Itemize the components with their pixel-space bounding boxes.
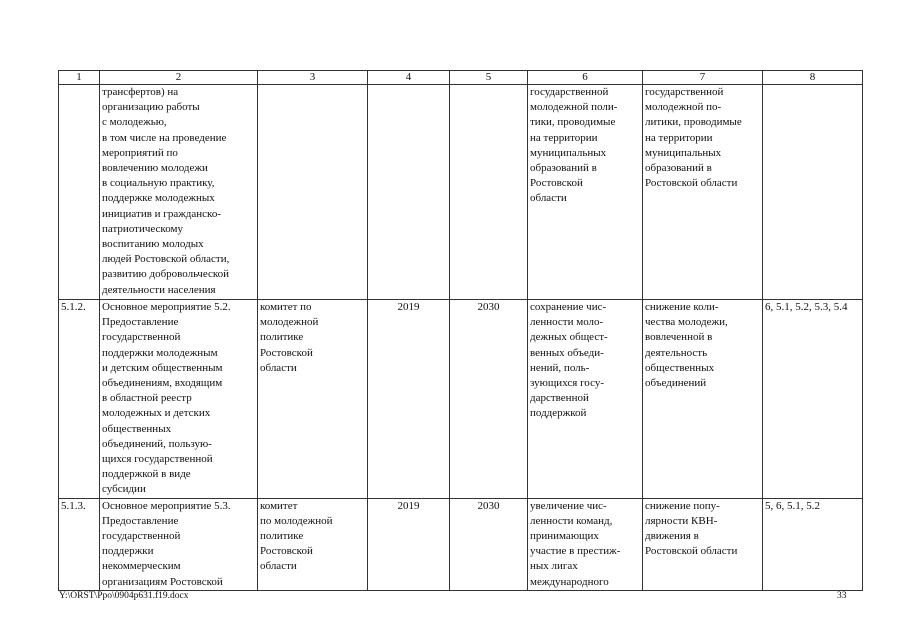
start-year: 2019 [368, 300, 450, 499]
indicator-link: 5, 6, 5.1, 5.2 [763, 498, 863, 590]
table-row [59, 300, 863, 499]
table-row [59, 498, 863, 590]
row-number [59, 85, 100, 300]
end-year [450, 85, 528, 300]
executor: комитет по молодежной политике Ростовской области [258, 498, 368, 590]
row-number: 5.1.3. [59, 498, 100, 590]
non-implementation-consequence: снижение попу- лярности КВН- движения в Ростовской области [643, 498, 763, 590]
header-cell: 6 [528, 71, 643, 85]
expected-result: государственной молодежной поли- тики, проводимые на территории муниципальных образований в Ростовской области [528, 85, 643, 300]
indicator-link: 6, 5.1, 5.2, 5.3, 5.4 [763, 300, 863, 499]
header-cell: 7 [643, 71, 763, 85]
header-cell: 5 [450, 71, 528, 85]
header-cell: 1 [59, 71, 100, 85]
expected-result: сохранение чис- ленности моло- дежных общест- венных объеди- нений, поль- зующихся госу- дарственной поддержкой [528, 300, 643, 499]
indicator-link [763, 85, 863, 300]
header-cell: 3 [258, 71, 368, 85]
end-year: 2030 [450, 498, 528, 590]
event-name: трансфертов) на организацию работы с молодежью, в том числе на проведение мероприятий по вовлечению молодежи в социальную практику, поддержке молодежных инициатив и гражданско- патриотическому воспитанию молодых людей Ростовской области, развитию добровольческой деятельности населения [100, 85, 258, 300]
end-year: 2030 [450, 300, 528, 499]
executor [258, 85, 368, 300]
expected-result: увеличение чис- ленности команд, принимающих участие в престиж- ных лигах международного [528, 498, 643, 590]
file-path: Y:\ORST\Ppo\0904p631.f19.docx [59, 591, 189, 601]
event-name: Основное мероприятие 5.2. Предоставление государственной поддержки молодежным и детским общественным объединениям, входящим в областной реестр молодежных и детских общественных объединений, пользую- щихся государственной поддержкой в виде субсидии [100, 300, 258, 499]
table-row [59, 85, 863, 300]
header-row [59, 71, 863, 85]
non-implementation-consequence: государственной молодежной по- литики, проводимые на территории муниципальных образований в Ростовской области [643, 85, 763, 300]
header-cell: 4 [368, 71, 450, 85]
start-year [368, 85, 450, 300]
non-implementation-consequence: снижение коли- чества молодежи, вовлеченной в деятельность общественных объединений [643, 300, 763, 499]
row-number: 5.1.2. [59, 300, 100, 499]
start-year: 2019 [368, 498, 450, 590]
program-table [58, 70, 863, 591]
page-number: 33 [837, 591, 847, 601]
event-name: Основное мероприятие 5.3. Предоставление государственной поддержки некоммерческим организациям Ростовской [100, 498, 258, 590]
header-cell: 8 [763, 71, 863, 85]
header-cell: 2 [100, 71, 258, 85]
executor: комитет по молодежной политике Ростовской области [258, 300, 368, 499]
